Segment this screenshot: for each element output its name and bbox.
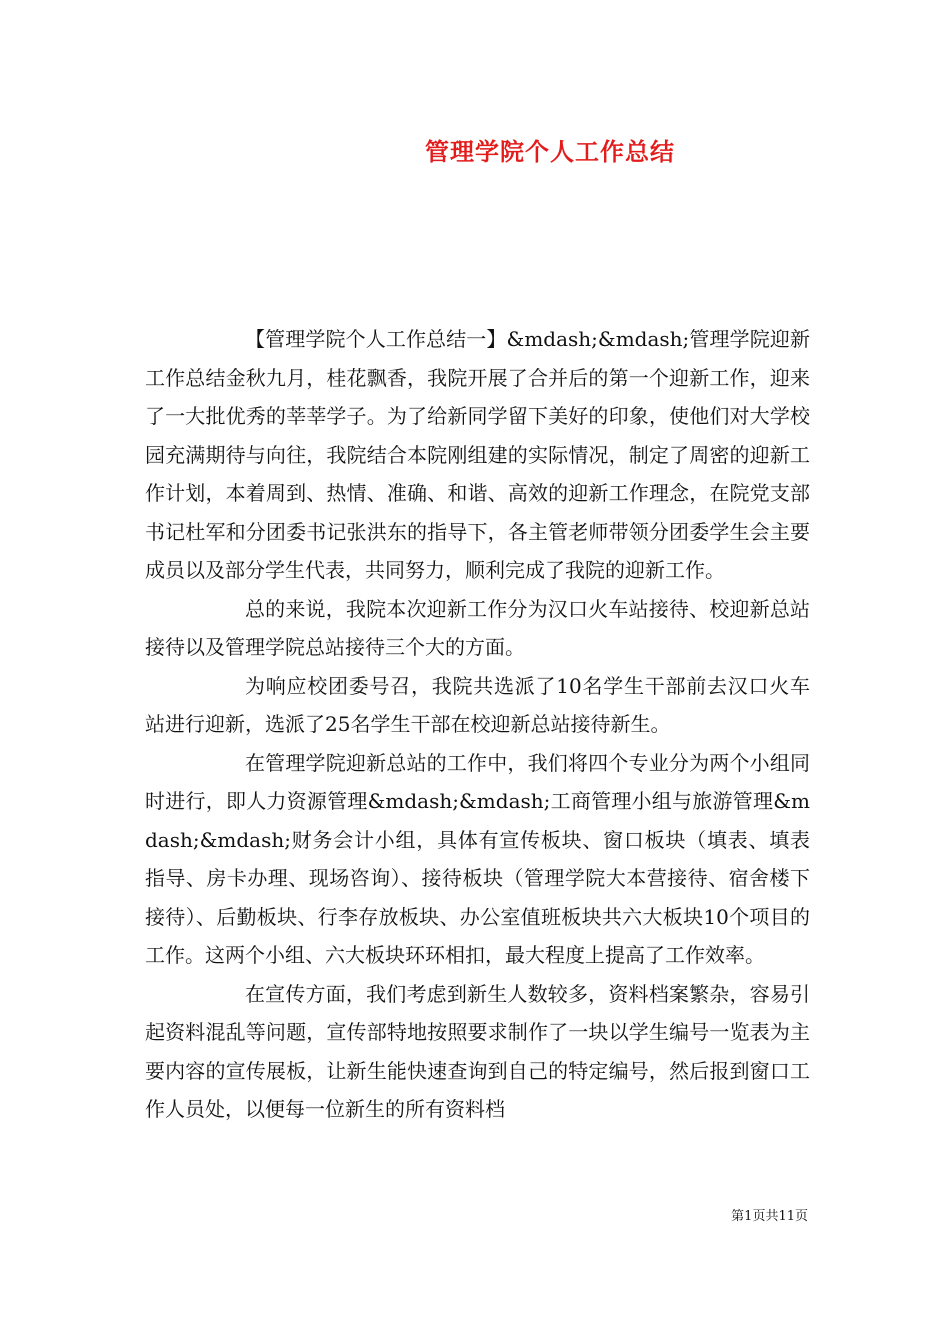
paragraph-2: 总的来说，我院本次迎新工作分为汉口火车站接待、校迎新总站接待以及管理学院总站接待三个大的方面。 xyxy=(145,596,810,659)
paragraph-5: 在宣传方面，我们考虑到新生人数较多，资料档案繁杂，容易引起资料混乱等问题，宣传部特地按照要求制作了一块以学生编号一览表为主要内容的宣传展板，让新生能快速查询到自己的特定编号，然后报到窗口工作人员处，以便每一位新生的所有资料档 xyxy=(145,981,810,1121)
paragraph-3: 为响应校团委号召，我院共选派了10名学生干部前去汉口火车站进行迎新，选派了25名学生干部在校迎新总站接待新生。 xyxy=(145,673,810,736)
paragraph-4: 在管理学院迎新总站的工作中，我们将四个专业分为两个小组同时进行，即人力资源管理&mdash;&mdash;工商管理小组与旅游管理&mdash;&mdash;财务会计小组，具体有宣传板块、窗口板块（填表、填表指导、房卡办理、现场咨询）、接待板块（管理学院大本营接待、宿舍楼下接待）、后勤板块、行李存放板块、办公室值班板块共六大板块10个项目的工作。这两个小组、六大板块环环相扣，最大程度上提高了工作效率。 xyxy=(145,750,810,967)
page-number: 第1页共11页 xyxy=(731,1209,808,1224)
document-body xyxy=(145,320,810,1129)
document-title: 管理学院个人工作总结 xyxy=(425,137,675,166)
paragraph-1: 【管理学院个人工作总结一】&mdash;&mdash;管理学院迎新工作总结金秋九月，桂花飘香，我院开展了合并后的第一个迎新工作，迎来了一大批优秀的莘莘学子。为了给新同学留下美好的印象，使他们对大学校园充满期待与向往，我院结合本院刚组建的实际情况，制定了周密的迎新工作计划，本着周到、热情、准确、和谐、高效的迎新工作理念，在院党支部书记杜军和分团委书记张洪东的指导下，各主管老师带领分团委学生会主要成员以及部分学生代表，共同努力，顺利完成了我院的迎新工作。 xyxy=(145,327,810,582)
